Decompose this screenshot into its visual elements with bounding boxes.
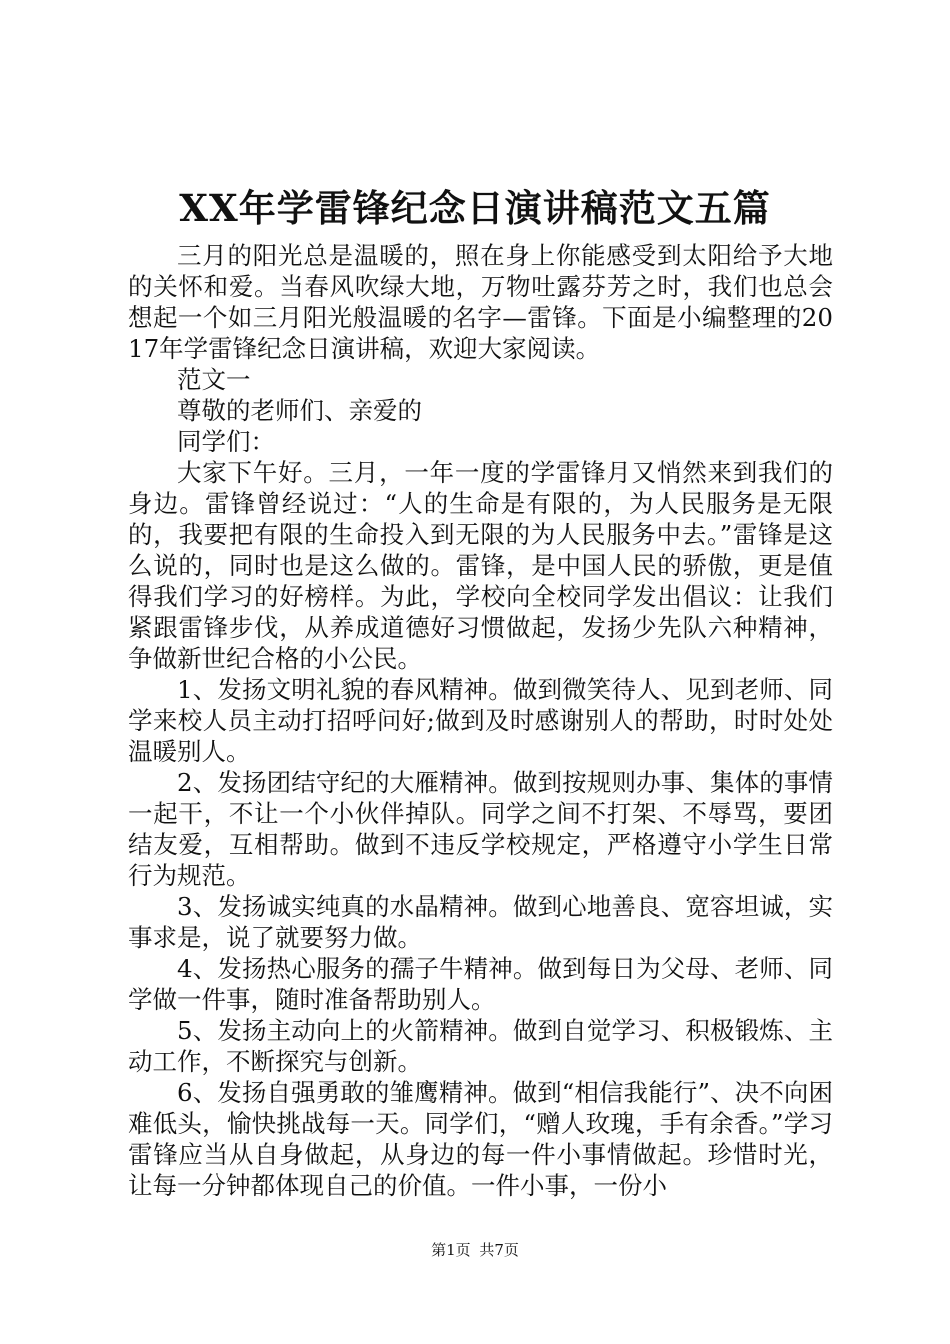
intro-paragraph: 三月的阳光总是温暖的，照在身上你能感受到太阳给予大地的关怀和爱。当春风吹绿大地，万物吐露芬芳之时，我们也总会想起一个如三月阳光般温暖的名字—雷锋。下面是小编整理的2017年学雷锋纪念日演讲稿，欢迎大家阅读。 bbox=[128, 241, 833, 363]
list-item: 1、发扬文明礼貌的春风精神。做到微笑待人、见到老师、同学来校人员主动打招呼问好;做到及时感谢别人的帮助，时时处处温暖别人。 bbox=[128, 675, 833, 766]
list-item: 3、发扬诚实纯真的水晶精神。做到心地善良、宽容坦诚，实事求是，说了就要努力做。 bbox=[128, 892, 833, 952]
page-number: 第1页 bbox=[431, 1241, 471, 1259]
list-item: 6、发扬自强勇敢的雏鹰精神。做到“相信我能行”、决不向困难低头，愉快挑战每一天。同学们，“赠人玫瑰，手有余香。”学习雷锋应当从自身做起，从身边的每一件小事情做起。珍惜时光，让每一分钟都体现自己的价值。一件小事，一份小 bbox=[128, 1078, 833, 1200]
body-paragraph: 大家下午好。三月，一年一度的学雷锋月又悄然来到我们的身边。雷锋曾经说过：“人的生命是有限的，为人民服务是无限的，我要把有限的生命投入到无限的为人民服务中去。”雷锋是这么说的，同时也是这么做的。雷锋，是中国人民的骄傲，更是值得我们学习的好榜样。为此，学校向全校同学发出倡议：让我们紧跟雷锋步伐，从养成道德好习惯做起，发扬少先队六种精神，争做新世纪合格的小公民。 bbox=[128, 458, 833, 673]
salutation-line: 同学们： bbox=[177, 427, 275, 456]
list-item: 5、发扬主动向上的火箭精神。做到自觉学习、积极锻炼、主动工作，不断探究与创新。 bbox=[128, 1016, 833, 1076]
document-body bbox=[128, 240, 833, 1201]
salutation-line: 尊敬的老师们、亲爱的 bbox=[177, 396, 422, 425]
document-title: XX年学雷锋纪念日演讲稿范文五篇 bbox=[179, 186, 771, 230]
list-item: 4、发扬热心服务的孺子牛精神。做到每日为父母、老师、同学做一件事，随时准备帮助别人。 bbox=[128, 954, 833, 1014]
page-total: 共7页 bbox=[479, 1241, 519, 1259]
section-heading: 范文一 bbox=[177, 365, 251, 394]
list-item: 2、发扬团结守纪的大雁精神。做到按规则办事、集体的事情一起干，不让一个小伙伴掉队。同学之间不打架、不辱骂，要团结友爱，互相帮助。做到不违反学校规定，严格遵守小学生日常行为规范。 bbox=[128, 768, 833, 890]
page-footer bbox=[0, 1240, 950, 1260]
